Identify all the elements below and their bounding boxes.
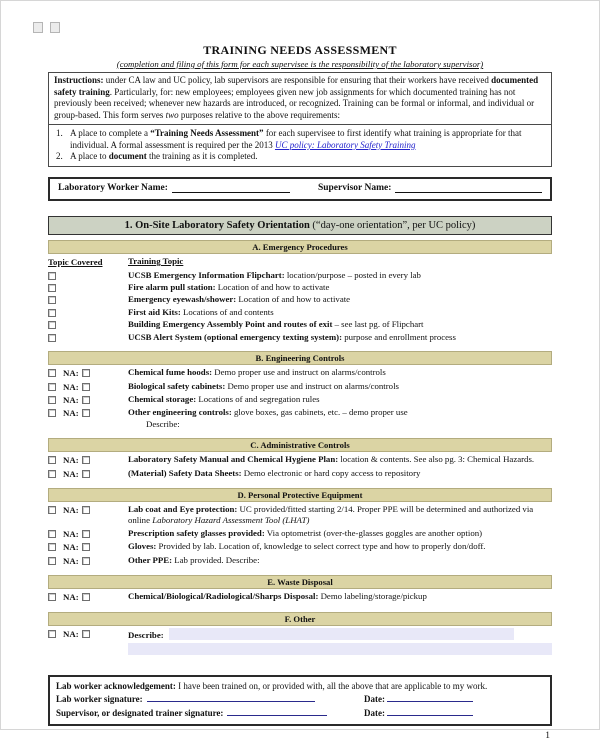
page-number: 1 — [545, 731, 550, 741]
topic-row — [48, 319, 552, 330]
topic-row — [48, 628, 552, 655]
topic-covered-checkbox[interactable] — [48, 296, 56, 304]
topic-desc: Locations of and contents — [180, 306, 274, 317]
topic-covered-checkbox[interactable] — [48, 593, 56, 601]
training-topic-column-header: Training Topic — [128, 256, 184, 267]
topic-covered-checkbox[interactable] — [48, 396, 56, 404]
section-1-header — [48, 216, 552, 235]
na-label: NA: — [63, 528, 79, 539]
topic-desc: UC provided/fitted starting 2/14. Proper PPE will be determined and authorized via online — [128, 504, 534, 526]
acknowledgement-label: Lab worker acknowledgement: — [56, 680, 176, 691]
topic-desc: Demo labeling/storage/pickup — [318, 591, 427, 602]
topic-title: Chemical fume hoods: — [128, 367, 213, 378]
topic-covered-checkbox[interactable] — [48, 272, 56, 280]
describe-sub-label: Describe: — [146, 418, 180, 429]
instructions-label: Instructions: — [54, 75, 104, 85]
topic-row — [48, 332, 552, 343]
topic-covered-checkbox[interactable] — [48, 284, 56, 292]
item-2-number: 2. — [56, 151, 63, 162]
topic-row — [48, 591, 552, 603]
topic-title: Chemical/Biological/Radiological/Sharps Disposal: — [128, 591, 319, 602]
topic-desc: Demo proper use and instruct on alarms/controls — [225, 380, 399, 391]
topic-row — [48, 294, 552, 305]
topic-covered-checkbox[interactable] — [48, 470, 56, 478]
na-checkbox[interactable] — [82, 557, 90, 565]
subsection-header: C. Administrative Controls — [48, 438, 552, 452]
na-checkbox[interactable] — [82, 383, 90, 391]
item-1-bold: “Training Needs Assessment” — [150, 128, 264, 139]
topic-covered-checkbox[interactable] — [48, 630, 56, 638]
topic-row — [48, 307, 552, 318]
na-checkbox[interactable] — [82, 396, 90, 404]
topic-desc: location & contents. See also pg. 3: Chemical Hazards. — [338, 454, 535, 465]
item-2-text-pre: A place to — [70, 151, 109, 162]
na-label: NA: — [63, 381, 79, 392]
instructions-divider — [49, 124, 551, 125]
topics-table — [48, 240, 552, 663]
column-header-row — [48, 256, 552, 268]
topic-row — [48, 454, 552, 466]
topic-row — [48, 367, 552, 379]
na-checkbox[interactable] — [82, 543, 90, 551]
topic-desc: Provided by lab. Location of, knowledge to select correct type and how to properly don/doff. — [156, 541, 486, 552]
acknowledgement-box — [48, 675, 552, 727]
topic-row — [48, 282, 552, 293]
topic-desc: location/purpose – posted in every lab — [284, 269, 421, 280]
topic-row — [48, 468, 552, 480]
worker-name-field[interactable] — [172, 183, 290, 193]
topic-covered-checkbox[interactable] — [48, 557, 56, 565]
topic-covered-checkbox[interactable] — [48, 309, 56, 317]
topic-desc: Location of and how to activate — [236, 294, 351, 305]
names-box — [48, 177, 552, 201]
worker-signature-left — [56, 693, 364, 707]
instructions-bold-phrase: documented safety training — [54, 75, 539, 97]
na-checkbox[interactable] — [82, 409, 90, 417]
document-icon — [33, 22, 43, 33]
describe-input-field[interactable] — [169, 628, 514, 640]
document-icon-2 — [50, 22, 60, 33]
supervisor-date-field[interactable] — [387, 707, 473, 716]
item-1-text — [70, 128, 546, 151]
topic-desc: Lab provided. Describe: — [172, 554, 260, 565]
topic-covered-checkbox[interactable] — [48, 456, 56, 464]
instructions-text-1: under CA law and UC policy, lab supervisors are responsible for ensuring that their workers have received — [103, 75, 492, 85]
section-1-title-note: (“day-one orientation”, per UC policy) — [309, 220, 476, 232]
item-1-text-pre: A place to complete a — [70, 128, 151, 139]
na-label: NA: — [63, 455, 79, 466]
page-subtitle: (completion and filing of this form for each supervisee is the responsibility of the laboratory supervisor) — [116, 59, 484, 69]
topic-desc: Locations of and segregation rules — [196, 393, 320, 404]
na-label: NA: — [63, 408, 79, 419]
supervisor-signature-line — [56, 707, 544, 721]
na-checkbox[interactable] — [82, 470, 90, 478]
topic-title: Fire alarm pull station: — [128, 281, 216, 292]
topic-row — [48, 504, 552, 527]
supervisor-signature-field[interactable] — [227, 707, 327, 716]
na-label: NA: — [63, 592, 79, 603]
subsection-header: A. Emergency Procedures — [48, 240, 552, 254]
topic-desc: Location of and how to activate — [215, 281, 330, 292]
na-checkbox[interactable] — [82, 530, 90, 538]
topic-covered-checkbox[interactable] — [48, 321, 56, 329]
topic-title: Building Emergency Assembly Point and routes of exit — [128, 319, 333, 330]
instructions-text-3: purposes relative to the above requirements: — [178, 109, 341, 120]
topic-title: First aid Kits: — [128, 306, 181, 317]
worker-name-label: Laboratory Worker Name: — [58, 183, 168, 194]
topic-desc: purpose and enrollment process — [342, 331, 456, 342]
supervisor-signature-left — [56, 707, 364, 721]
corner-icons — [33, 22, 60, 33]
na-checkbox[interactable] — [82, 630, 90, 638]
topic-covered-checkbox[interactable] — [48, 369, 56, 377]
worker-signature-line — [56, 693, 544, 707]
topic-desc: Demo proper use and instruct on alarms/controls — [212, 367, 386, 378]
topic-title: UCSB Alert System (optional emergency texting system): — [128, 331, 343, 342]
topic-row — [48, 555, 552, 567]
topic-row — [48, 394, 552, 406]
topic-row — [48, 270, 552, 281]
topic-row — [48, 407, 552, 430]
instructions-paragraph — [54, 75, 546, 121]
topic-title: Emergency eyewash/shower: — [128, 294, 237, 305]
section-1-title: 1. On-Site Laboratory Safety Orientation — [124, 220, 310, 232]
na-label: NA: — [63, 542, 79, 553]
uc-policy-link[interactable]: UC policy: Laboratory Safety Training — [274, 139, 416, 150]
topic-title: Prescription safety glasses provided: — [128, 527, 265, 538]
item-2-text — [70, 151, 257, 163]
topic-row — [48, 528, 552, 540]
subsection-header: E. Waste Disposal — [48, 575, 552, 589]
topic-desc: – see last pg. of Flipchart — [332, 319, 424, 330]
acknowledgement-text: I have been trained on, or provided with, all the above that are applicable to my work. — [175, 680, 488, 691]
topic-title: (Material) Safety Data Sheets: — [128, 467, 242, 478]
item-1-text-mid: for each supervisee to first identify what training is appropriate for that individual. A formal assessment is required per the 2013 — [70, 128, 522, 150]
na-checkbox[interactable] — [82, 456, 90, 464]
subsection-header: F. Other — [48, 612, 552, 626]
instructions-italic-word: two — [165, 109, 179, 120]
topic-row — [48, 381, 552, 393]
item-1-number: 1. — [56, 128, 63, 139]
topic-covered-checkbox[interactable] — [48, 383, 56, 391]
form-content — [1, 43, 599, 741]
topic-title: Biological safety cabinets: — [128, 380, 226, 391]
subsection-header: D. Personal Protective Equipment — [48, 488, 552, 502]
supervisor-name-field[interactable] — [395, 183, 542, 193]
na-label: NA: — [63, 628, 79, 639]
topic-covered-checkbox[interactable] — [48, 530, 56, 538]
topic-title: UCSB Emergency Information Flipchart: — [128, 269, 285, 280]
instructions-box — [48, 72, 552, 167]
topic-title: Describe: — [128, 629, 164, 640]
topic-covered-checkbox[interactable] — [48, 543, 56, 551]
supervisor-name-label: Supervisor Name: — [317, 183, 392, 194]
na-checkbox[interactable] — [82, 506, 90, 514]
topic-title: Other PPE: — [128, 554, 173, 565]
na-label: NA: — [63, 394, 79, 405]
na-checkbox[interactable] — [82, 369, 90, 377]
topic-covered-checkbox[interactable] — [48, 506, 56, 514]
worker-date-field[interactable] — [387, 693, 473, 702]
topic-covered-column-header: Topic Covered — [48, 257, 103, 268]
na-label: NA: — [63, 368, 79, 379]
item-2-bold: document — [108, 151, 147, 162]
na-checkbox[interactable] — [82, 593, 90, 601]
topic-covered-checkbox[interactable] — [48, 334, 56, 342]
worker-signature-label: Lab worker signature: — [56, 694, 143, 705]
instructions-item-1 — [54, 128, 546, 151]
na-label: NA: — [63, 505, 79, 516]
describe-input-field-line2[interactable] — [128, 643, 552, 655]
topic-covered-checkbox[interactable] — [48, 409, 56, 417]
subsection-header: B. Engineering Controls — [48, 351, 552, 365]
worker-signature-field[interactable] — [147, 693, 315, 702]
topic-title: Lab coat and Eye protection: — [128, 504, 238, 515]
instructions-text-2: . Particularly, for: new employees; employees given new job assignments for which documented training has not previously been received; whenever new hazards are introduced, or recognized. Training can be formal or informal, and individual or group-based. This form serves — [54, 86, 535, 120]
topic-desc: glove boxes, gas cabinets, etc. – demo proper use — [231, 407, 408, 418]
supervisor-signature-label: Supervisor, or designated trainer signature: — [56, 707, 224, 718]
worker-date-label: Date: — [364, 694, 385, 705]
instructions-item-2 — [54, 151, 546, 163]
topic-desc: Demo electronic or hard copy access to repository — [241, 467, 421, 478]
topic-title: Other engineering controls: — [128, 407, 232, 418]
topic-title: Gloves: — [128, 541, 157, 552]
na-label: NA: — [63, 555, 79, 566]
topic-desc-italic: Laboratory Hazard Assessment Tool (LHAT) — [152, 515, 310, 526]
na-label: NA: — [63, 468, 79, 479]
acknowledgement-statement — [56, 680, 544, 694]
topic-row — [48, 541, 552, 553]
item-2-text-post: the training as it is completed. — [146, 151, 258, 162]
topic-desc: Via optometrist (over-the-glasses goggles are another option) — [264, 527, 483, 538]
page-title: TRAINING NEEDS ASSESSMENT — [203, 43, 397, 57]
topic-title: Laboratory Safety Manual and Chemical Hygiene Plan: — [128, 454, 339, 465]
topic-title: Chemical storage: — [128, 393, 197, 404]
supervisor-date-label: Date: — [364, 707, 385, 718]
